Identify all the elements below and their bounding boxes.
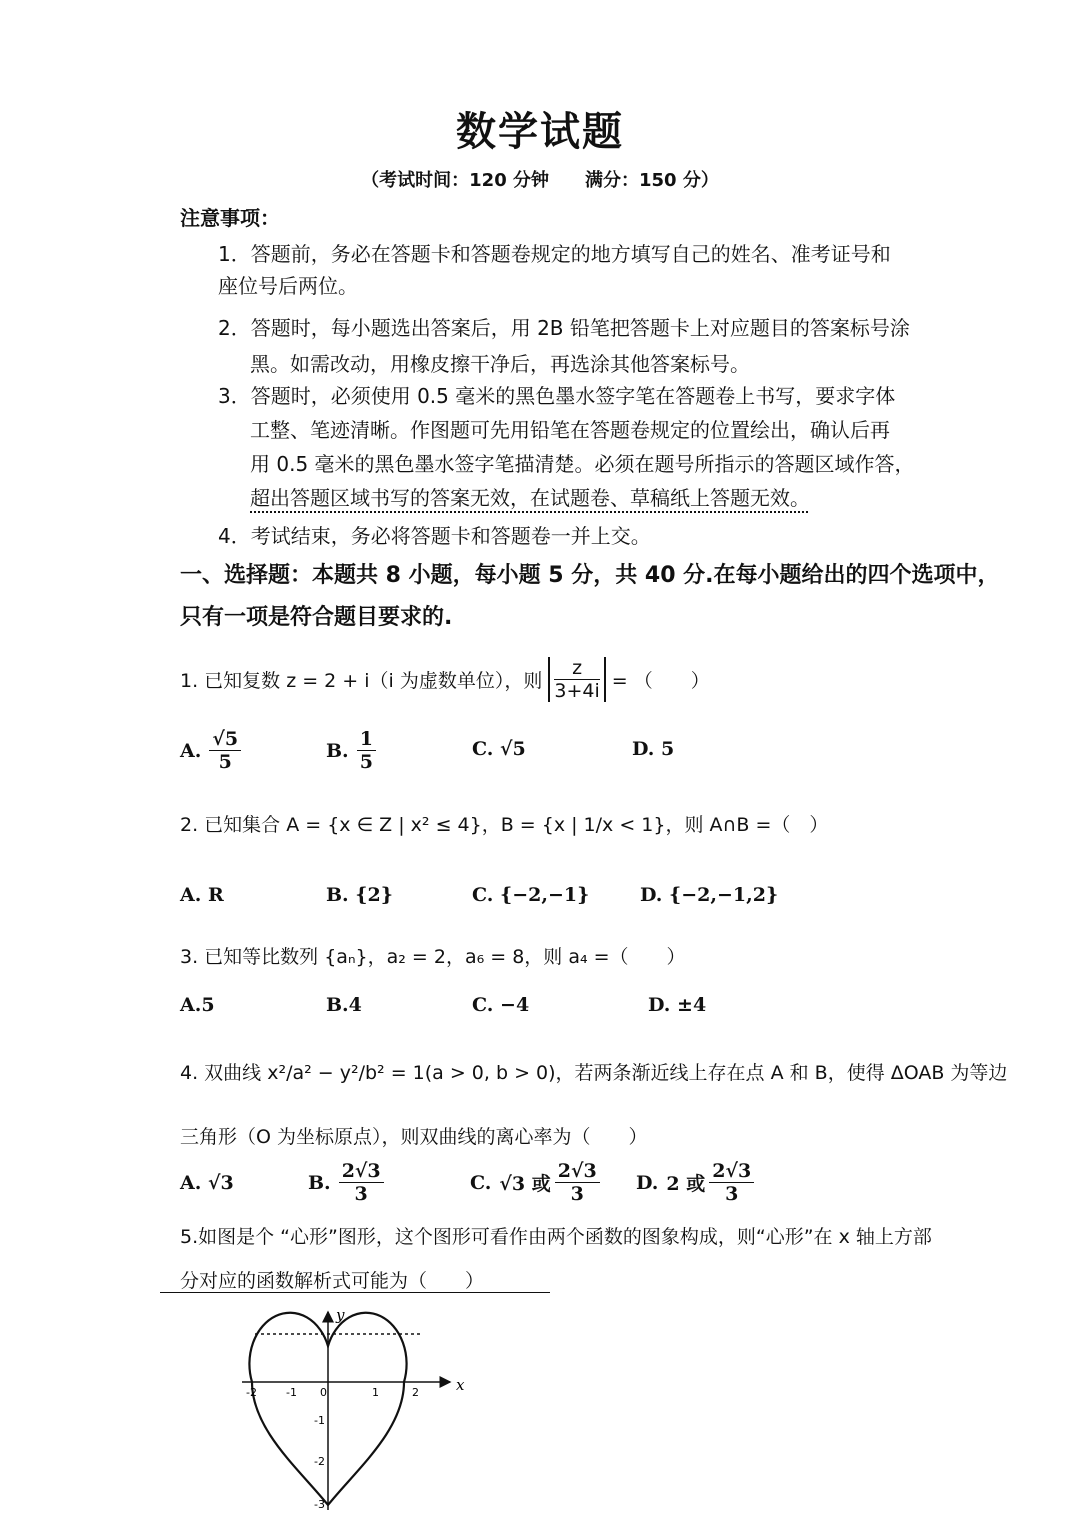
q4-option-b — [308, 1160, 384, 1205]
option-label: B. — [326, 739, 349, 762]
x-tick-label: 1 — [372, 1386, 379, 1399]
q1-option-a — [180, 728, 241, 773]
notice-line-9: 4．考试结束，务必将答题卡和答题卷一并上交。 — [218, 524, 651, 548]
notice-line-5: 3．答题时，必须使用 0.5 毫米的黑色墨水签字笔在答题卷上书写，要求字体 — [218, 384, 896, 408]
question-5: 5.如图是个 “心形”图形，这个图形可看作由两个函数的图象构成，则“心形”在 x 轴上方部 — [180, 1226, 932, 1248]
q1-option-d — [632, 738, 674, 760]
option-label: C. — [472, 738, 494, 760]
notice-line-8: 超出答题区域书写的答案无效，在试题卷、草稿纸上答题无效。 — [250, 486, 810, 510]
frac-numerator: √5 — [209, 728, 241, 751]
q3-option-d: D. ±4 — [648, 994, 707, 1016]
q2-option-d: D. {−2,−1,2} — [640, 884, 779, 906]
question-1-tail: = （ ） — [611, 669, 710, 692]
section-heading-line-1: 一、选择题：本题共 8 小题，每小题 5 分，共 40 分.在每小题给出的四个选项中， — [180, 563, 1000, 588]
frac-denominator: 5 — [218, 751, 232, 773]
notice-heading: 注意事项： — [180, 206, 280, 230]
frac-denominator: 3 — [570, 1183, 584, 1205]
frac-numerator: 1 — [357, 728, 376, 751]
q1-frac-denominator: 3+4i — [554, 679, 600, 702]
notice-line-3: 2．答题时，每小题选出答案后，用 2B 铅笔把答题卡上对应题目的答案标号涂 — [218, 316, 910, 340]
option-label: A. — [180, 1172, 202, 1194]
y-tick-label: -3 — [314, 1498, 325, 1511]
option-label: C. — [470, 1171, 492, 1194]
q2-option-c: C. {−2,−1} — [472, 884, 590, 906]
frac-denominator: 5 — [359, 751, 373, 773]
question-4-cont: 三角形（O 为坐标原点），则双曲线的离心率为（ ） — [180, 1126, 648, 1148]
question-2: 2. 已知集合 A = {x ∈ Z | x² ≤ 4}，B = {x | 1/x < 1}，则 A∩B =（ ） — [180, 814, 829, 836]
notice-line-2: 座位号后两位。 — [218, 274, 358, 298]
notice-line-7: 用 0.5 毫米的黑色墨水签字笔描清楚。必须在题号所指示的答题区域作答， — [250, 452, 915, 476]
x-tick-label: 2 — [412, 1386, 419, 1399]
option-fraction — [555, 1160, 600, 1205]
q2-option-b: B. {2} — [326, 884, 393, 906]
question-4: 4. 双曲线 x²/a² − y²/b² = 1(a > 0, b > 0)，若两条渐近线上存在点 A 和 B，使得 ΔOAB 为等边 — [180, 1062, 1008, 1084]
q3-option-c: C. −4 — [472, 994, 530, 1016]
y-axis-label: y — [336, 1306, 345, 1324]
option-fraction — [209, 728, 241, 773]
option-fraction — [709, 1160, 754, 1205]
option-label: A. — [180, 739, 202, 762]
divider-line — [160, 1292, 550, 1293]
q4-option-d — [636, 1160, 754, 1205]
question-1-stem: 1. 已知复数 z = 2 + i（i 为虚数单位），则 — [180, 669, 543, 692]
option-text: 2 或 — [666, 1173, 706, 1195]
option-fraction — [357, 728, 376, 773]
notice-line-1: 1．答题前，务必在答题卡和答题卷规定的地方填写自己的姓名、准考证号和 — [218, 242, 891, 266]
section-heading-line-2: 只有一项是符合题目要求的. — [180, 605, 453, 630]
q2-option-a: A. R — [180, 884, 224, 906]
question-3: 3. 已知等比数列 {aₙ}，a₂ = 2，a₆ = 8，则 a₄ =（ ） — [180, 946, 686, 968]
q3-option-a: A.5 — [180, 994, 215, 1016]
y-tick-label: -2 — [314, 1455, 325, 1468]
option-text: √3 — [207, 1172, 234, 1194]
q4-option-c — [470, 1160, 600, 1205]
option-text: 5 — [661, 738, 675, 760]
q3-option-b: B.4 — [326, 994, 362, 1016]
q1-frac-numerator: z — [554, 657, 599, 680]
question-1 — [180, 652, 710, 706]
frac-numerator: 2√3 — [555, 1160, 600, 1183]
frac-numerator: 2√3 — [339, 1160, 384, 1183]
q1-option-c — [472, 738, 526, 760]
option-fraction — [339, 1160, 384, 1205]
exam-info: （考试时间：120 分钟 满分：150 分） — [361, 170, 719, 191]
notice-line-6: 工整、笔迹清晰。作图题可先用铅笔在答题卷规定的位置绘出，确认后再 — [250, 418, 890, 442]
x-axis-label: x — [456, 1376, 465, 1394]
option-label: D. — [636, 1171, 659, 1194]
option-text: √3 或 — [499, 1173, 551, 1195]
option-label: D. — [632, 738, 655, 760]
frac-numerator: 2√3 — [709, 1160, 754, 1183]
q1-option-b — [326, 728, 376, 773]
q4-option-a — [180, 1172, 234, 1194]
y-tick-label: -1 — [314, 1414, 325, 1427]
heart-figure — [230, 1300, 480, 1520]
abs-value-bars — [548, 657, 605, 702]
x-tick-label: -2 — [246, 1386, 257, 1399]
x-tick-label: -1 — [286, 1386, 297, 1399]
option-label: B. — [308, 1171, 331, 1194]
frac-denominator: 3 — [725, 1183, 739, 1205]
question-5-cont: 分对应的函数解析式可能为（ ） — [180, 1270, 485, 1292]
q1-fraction — [554, 657, 599, 702]
option-text: √5 — [500, 738, 526, 760]
frac-denominator: 3 — [354, 1183, 368, 1205]
page-title: 数学试题 — [456, 109, 624, 155]
notice-line-4: 黑。如需改动，用橡皮擦干净后，再选涂其他答案标号。 — [250, 352, 750, 376]
origin-label: 0 — [320, 1386, 327, 1399]
